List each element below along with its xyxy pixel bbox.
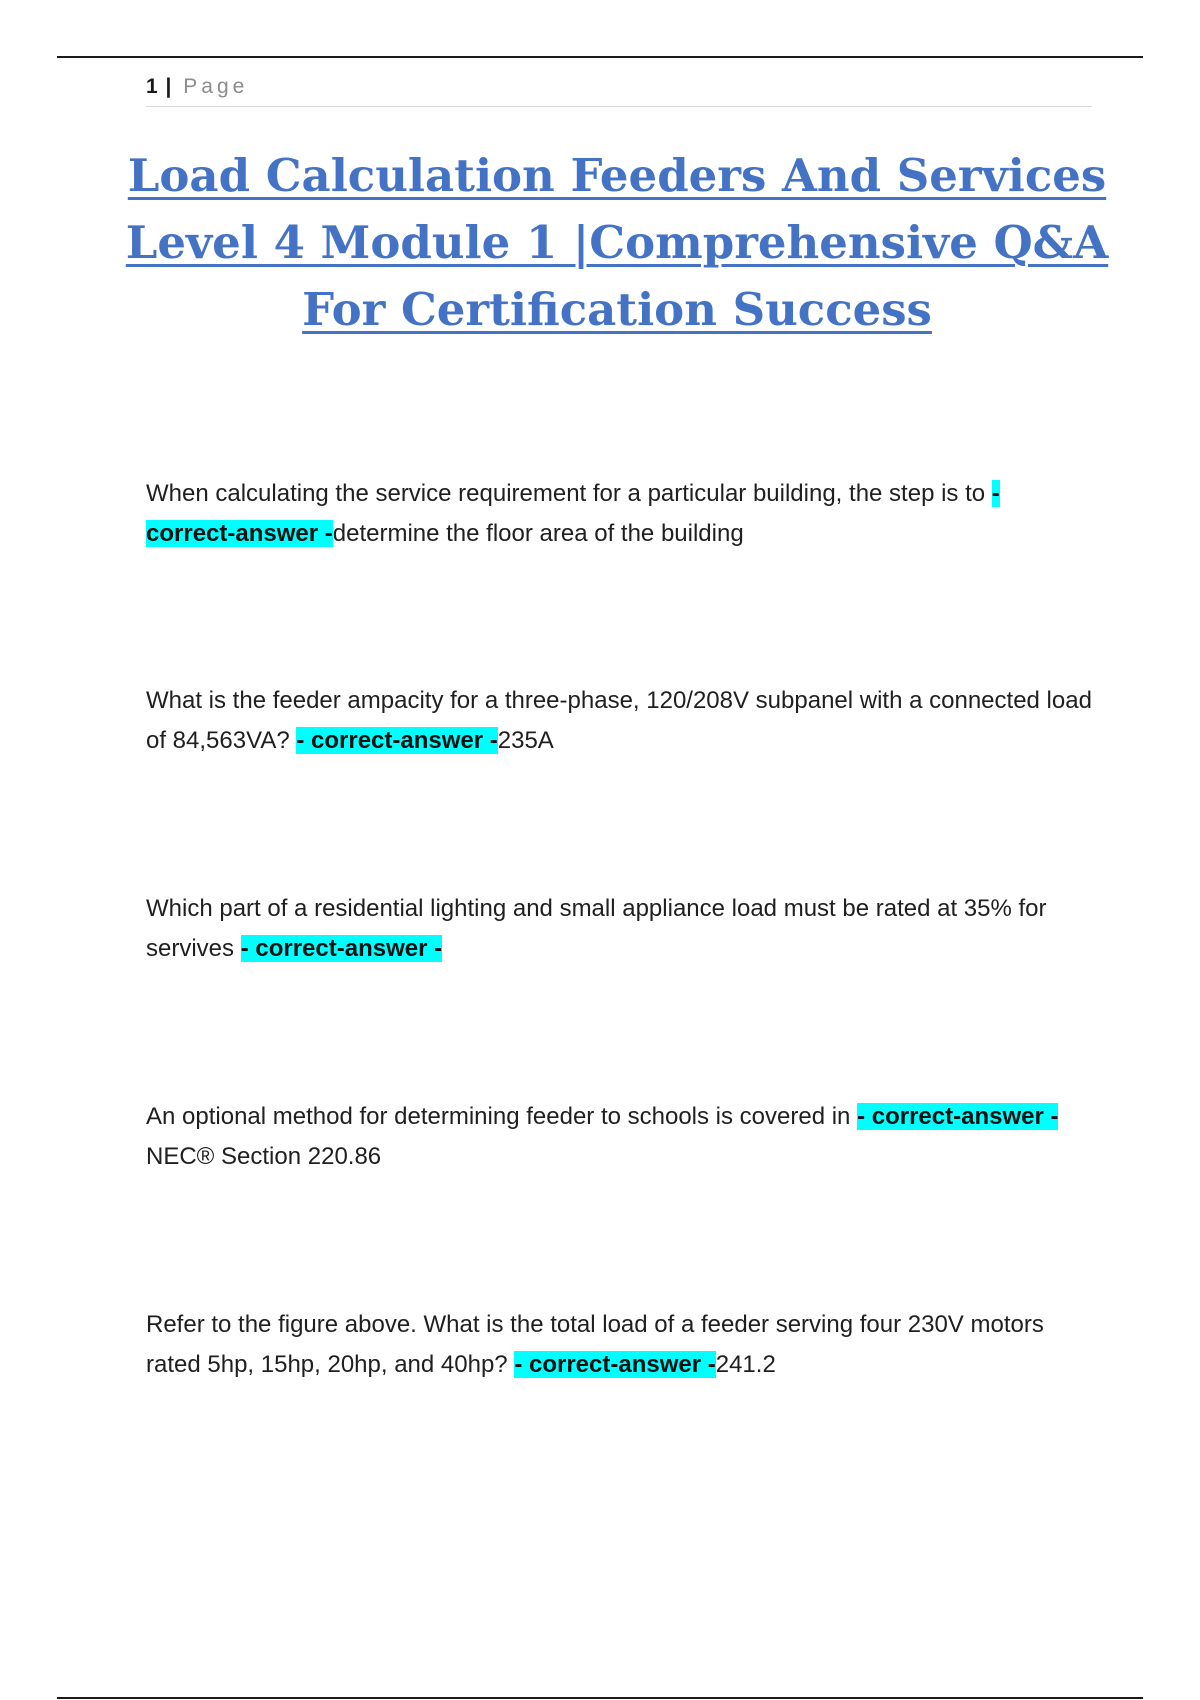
answer-marker: - correct-answer - <box>146 480 1000 547</box>
question-text: Refer to the figure above. What is the total load of a feeder serving four 230V motors rated 5hp, 15hp, 20hp, and 40hp? <box>146 1311 1044 1378</box>
page-number: 1 <box>146 75 158 98</box>
page-label: Page <box>183 75 249 98</box>
question-text: What is the feeder ampacity for a three-phase, 120/208V subpanel with a connected load of 84,563VA? <box>146 687 1092 754</box>
answer-marker: - correct-answer - <box>240 935 443 962</box>
answer-marker: - correct-answer - <box>514 1351 716 1378</box>
answer-text: NEC® Section 220.86 <box>146 1143 382 1170</box>
top-rule <box>57 56 1143 58</box>
qa-item-4 <box>146 1097 1094 1177</box>
question-text: An optional method for determining feeder to schools is covered in <box>146 1103 858 1130</box>
answer-text: determine the floor area of the building <box>332 520 744 547</box>
answer-marker: - correct-answer - <box>857 1103 1059 1130</box>
page-separator: | <box>165 75 172 98</box>
page-header <box>146 72 1092 107</box>
question-text: Which part of a residential lighting and small appliance load must be rated at 35% for servives <box>146 895 1047 962</box>
bottom-rule <box>57 1697 1143 1699</box>
qa-item-1 <box>146 474 1094 554</box>
answer-text: 241.2 <box>715 1351 776 1378</box>
question-text: When calculating the service requirement for a particular building, the step is to <box>146 480 992 507</box>
document-title: Load Calculation Feeders And Services Level 4 Module 1 |Comprehensive Q&A For Certification Success <box>125 149 1109 336</box>
qa-item-2 <box>146 681 1094 761</box>
answer-text: 235A <box>497 727 554 754</box>
answer-marker: - correct-answer - <box>296 727 498 754</box>
qa-item-3 <box>146 889 1094 969</box>
qa-item-5 <box>146 1305 1094 1385</box>
